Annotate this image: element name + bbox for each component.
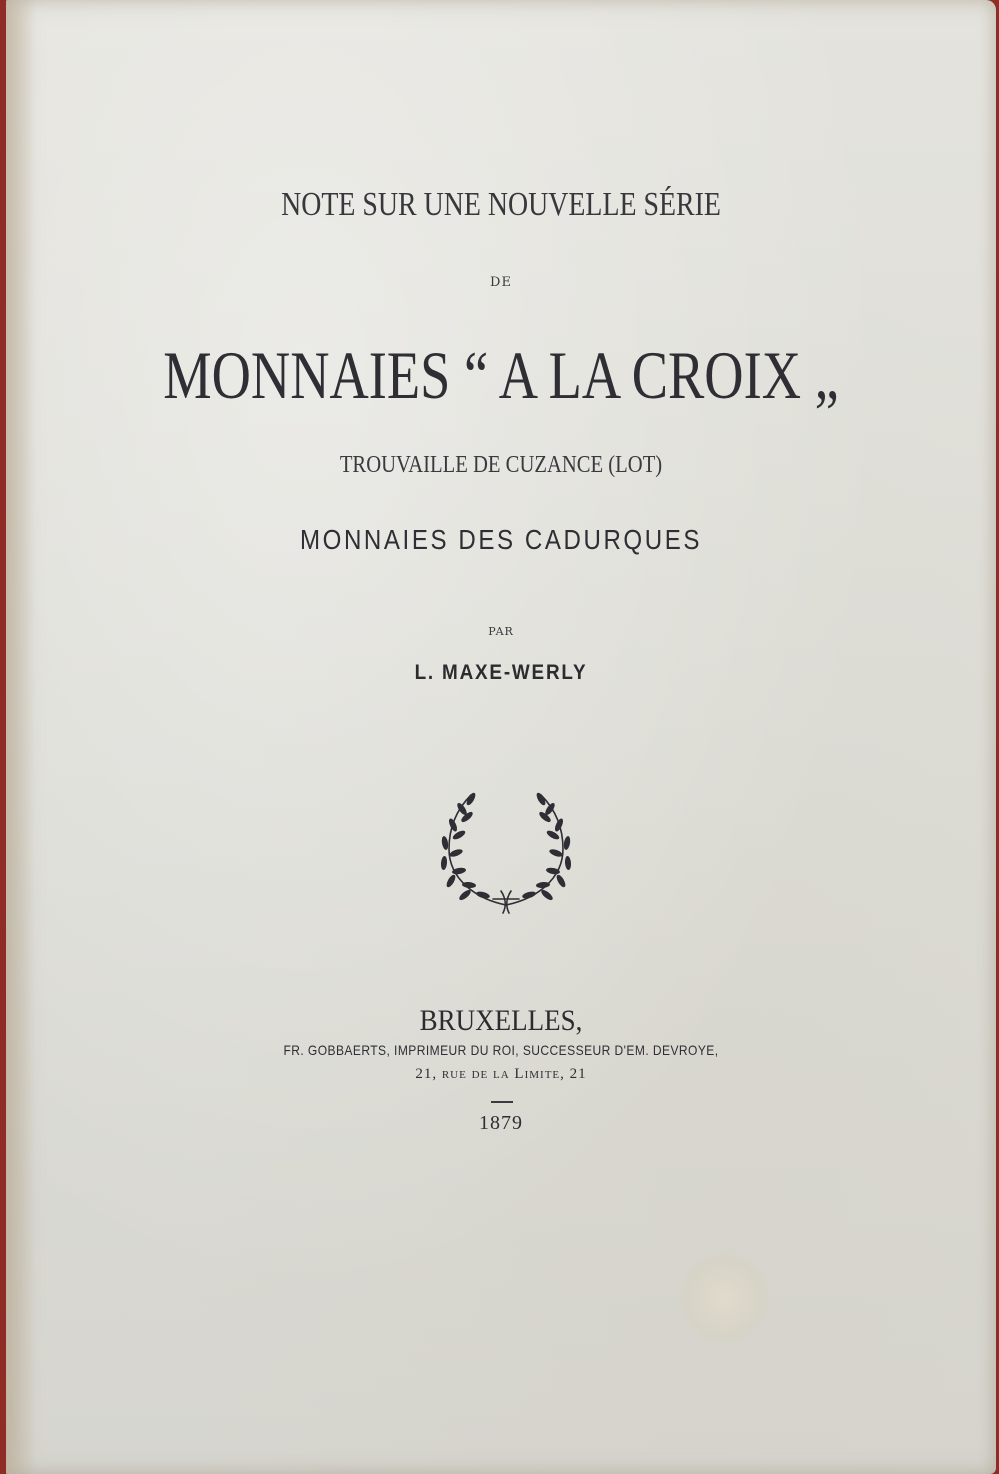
par-label: PAR [488,625,514,638]
printer-line: FR. GOBBAERTS, IMPRIMEUR DU ROI, SUCCESSEUR D'EM. DEVROYE, [283,1042,719,1058]
title-de: DE [490,275,512,290]
laurel-wreath-icon [431,787,581,917]
cover-spine-edge [6,0,36,1474]
year-rule-divider [491,1101,513,1103]
title-line-1: NOTE SUR UNE NOUVELLE SÉRIE [281,186,721,223]
main-title: MONNAIES “ A LA CROIX „ [163,337,839,413]
subtitle-2: MONNAIES DES CADURQUES [300,524,702,555]
book-cover [6,0,996,1474]
printer-address: 21, rue de la Limite, 21 [415,1066,587,1082]
author-name: L. MAXE-WERLY [414,661,588,684]
subtitle: TROUVAILLE DE CUZANCE (LOT) [339,452,663,478]
publisher-city: BRUXELLES, [419,1004,583,1037]
paper-stain [678,1252,770,1344]
publication-year: 1879 [479,1112,523,1134]
